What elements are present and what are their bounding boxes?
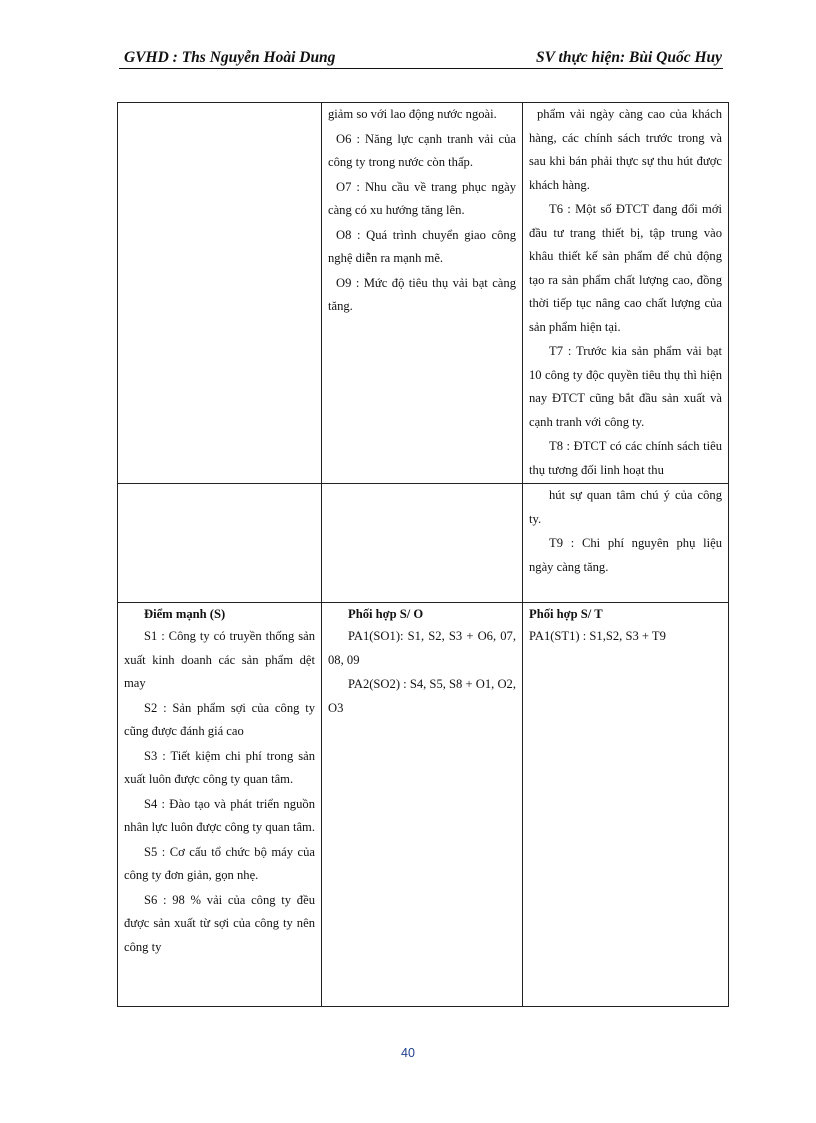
table-row <box>118 103 729 484</box>
threat-t8: T8 : ĐTCT có các chính sách tiêu thụ tương đối linh hoạt thu <box>529 439 722 477</box>
opportunity-text: giảm so với lao động nước ngoài. <box>328 107 497 121</box>
opportunity-o9: O9 : Mức độ tiêu thụ vải bạt càng tăng. <box>328 275 516 313</box>
row2-col2-cell <box>322 484 523 603</box>
table-row <box>118 603 729 1007</box>
header-rule <box>119 68 723 69</box>
threat-t9: T9 : Chi phí nguyên phụ liệu ngày càng tăng. <box>529 536 722 574</box>
st-heading: Phối hợp S/ T <box>529 607 603 621</box>
table-row <box>118 484 729 603</box>
header-supervisor: GVHD : Ths Nguyễn Hoài Dung <box>124 49 336 66</box>
so-option-1: PA1(SO1): S1, S2, S3 + O6, 07, 08, 09 <box>328 629 516 667</box>
strength-s4: S4 : Đào tạo và phát triển nguồn nhân lực luôn được công ty quan tâm. <box>124 796 315 834</box>
strength-s3: S3 : Tiết kiệm chi phí trong sản xuất luôn được công ty quan tâm. <box>124 748 315 786</box>
strengths-cell <box>118 603 322 1007</box>
opportunity-o7: O7 : Nhu cầu về trang phục ngày càng có xu hướng tăng lên. <box>328 179 516 217</box>
strength-s2: S2 : Sản phẩm sợi của công ty cũng được đánh giá cao <box>124 700 315 738</box>
threat-text: phẩm vải ngày càng cao của khách hàng, các chính sách trước trong và sau khi bán phải thực sự thu hút được khách hàng. <box>529 107 722 192</box>
st-option-1: PA1(ST1) : S1,S2, S3 + T9 <box>529 629 666 643</box>
strength-s1: S1 : Công ty có truyền thống sản xuất kinh doanh các sản phẩm dệt may <box>124 629 315 690</box>
swot-table <box>117 102 729 1007</box>
row2-col1-cell <box>118 484 322 603</box>
strengths-heading: Điểm mạnh (S) <box>144 607 226 621</box>
so-heading: Phối hợp S/ O <box>348 607 424 621</box>
threat-t8-continued: hút sự quan tâm chú ý của công ty. <box>529 488 722 526</box>
threats-continued-cell <box>523 484 729 603</box>
threat-t7: T7 : Trước kia sản phẩm vải bạt 10 công ty độc quyền tiêu thụ thì hiện nay ĐTCT cũng bắt đầu sản xuất và cạnh tranh với công ty. <box>529 344 722 429</box>
threats-cell <box>523 103 729 484</box>
strength-s5: S5 : Cơ cấu tổ chức bộ máy của công ty đơn giản, gọn nhẹ. <box>124 844 315 882</box>
strength-s6: S6 : 98 % vải của công ty đều được sản xuất từ sợi của công ty nên công ty <box>124 892 315 954</box>
header-student: SV thực hiện: Bùi Quốc Huy <box>536 49 722 66</box>
opportunity-o8: O8 : Quá trình chuyển giao công nghệ diễn ra mạnh mẽ. <box>328 227 516 265</box>
page-number: 40 <box>401 1046 415 1060</box>
so-option-2: PA2(SO2) : S4, S5, S8 + O1, O2, O3 <box>328 677 516 715</box>
opportunity-o6: O6 : Năng lực cạnh tranh vải của công ty trong nước còn thấp. <box>328 131 516 169</box>
opportunities-cell <box>322 103 523 484</box>
st-combination-cell <box>523 603 729 1007</box>
so-combination-cell <box>322 603 523 1007</box>
row1-col1-cell <box>118 103 322 484</box>
threat-t6: T6 : Một số ĐTCT đang đổi mới đầu tư trang thiết bị, tập trung vào khâu thiết kế sản phẩm để chủ động tạo ra sản phẩm chất lượng cao, đồng thời tiếp tục nâng cao chất lượng của sản phẩm hiện tại. <box>529 202 722 334</box>
